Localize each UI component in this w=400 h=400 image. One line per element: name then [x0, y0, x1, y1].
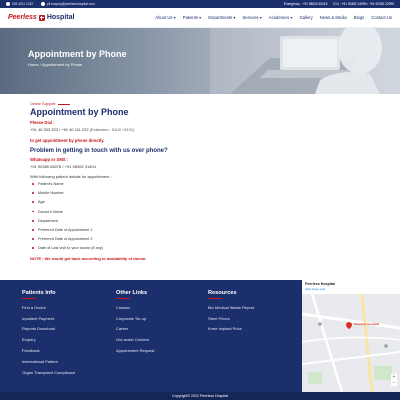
section-eyebrow	[30, 102, 370, 106]
footer-link[interactable]: Reports Download	[22, 326, 55, 332]
patient-details-list	[30, 182, 370, 250]
logo-hospital-text: Hospital	[46, 14, 75, 21]
please-dial-label: Please Dial :	[30, 120, 55, 125]
heading-underline	[116, 298, 130, 299]
email-text: pll.enquiry@peerlesshospital.com	[47, 2, 95, 6]
logo-peerless-text: Peerless	[8, 14, 37, 21]
heading-underline	[208, 298, 222, 299]
nav-about-us[interactable]: About Us ▾	[155, 15, 176, 20]
phone-contact[interactable]	[6, 2, 33, 6]
whatsapp-numbers[interactable]: +91 90380 65078 / +91 98305 31404	[30, 164, 96, 169]
top-contact-bar	[0, 0, 400, 8]
nav-departments[interactable]: Departments ▾	[208, 15, 236, 20]
footer-link[interactable]: Stent Prices	[208, 315, 230, 321]
laptop-desk-image	[210, 28, 400, 94]
phone-icon	[6, 2, 10, 6]
availability-note: NOTE : We would get back according to availability of doctor.	[30, 255, 147, 261]
nav-blogs[interactable]: Blogs	[353, 15, 365, 20]
dial-extension-text: (Extension : 5100 / 5101)	[89, 127, 135, 132]
zoom-in-button[interactable]: +	[392, 374, 396, 380]
footer-link[interactable]: Organ Transplant Compliance	[22, 369, 76, 375]
list-item: Doctor's Name	[30, 210, 370, 214]
list-item: Age	[30, 200, 370, 204]
footer-other-links	[116, 290, 154, 359]
copyright-bar: Copyright© 2022 Peerless Hospital	[0, 392, 400, 400]
map-header	[302, 280, 400, 294]
medical-cross-icon	[39, 15, 45, 21]
footer-patients-info	[22, 290, 75, 380]
view-larger-map-link[interactable]: View larger map	[305, 287, 326, 291]
nav-menu	[148, 15, 392, 20]
map-graphic[interactable]	[302, 294, 400, 392]
site-footer	[0, 280, 400, 392]
nav-services[interactable]: Services ▾	[242, 15, 262, 20]
map-pin-label: Peerless Hospital	[354, 322, 380, 326]
footer-resources	[208, 290, 254, 337]
footer-link[interactable]: Corporate Tie-up	[116, 315, 147, 321]
main-content	[30, 102, 370, 261]
footer-heading-resources: Resources	[208, 290, 237, 296]
map-place-title: Peerless Hospital	[305, 282, 335, 286]
breadcrumb[interactable]: Home / Appointment by Phone	[28, 62, 83, 67]
footer-link[interactable]: Knee Implant Price	[208, 326, 242, 332]
footer-link[interactable]: International Patient	[22, 358, 58, 364]
list-item: Patient's Name	[30, 182, 370, 186]
list-item: Preferred Date of Appointment 2	[30, 237, 370, 241]
icu-number[interactable]: ICU : +91 90382 24999 / +91 90382 22999	[333, 2, 394, 6]
nav-contact-us[interactable]: Contact Us	[371, 15, 392, 20]
problem-heading: Problem in getting in touch with us over phone?	[30, 148, 168, 154]
zoom-out-button[interactable]: −	[392, 380, 396, 386]
phone-text: 033 4011 1222	[12, 2, 34, 6]
dial-numbers	[30, 127, 370, 132]
footer-link[interactable]: Out-reach Centers	[116, 337, 149, 343]
heading-underline	[22, 298, 36, 299]
nav-gallery[interactable]: Gallery	[299, 15, 313, 20]
eyebrow-text: Online Support	[30, 102, 56, 106]
footer-link[interactable]: Inpatient Payment	[22, 315, 55, 321]
page-title: Appointment by Phone	[28, 49, 127, 59]
footer-link[interactable]: Find a Doctor	[22, 304, 47, 310]
hospital-logo[interactable]	[8, 14, 74, 21]
email-contact[interactable]	[41, 2, 95, 6]
zoom-controls	[391, 374, 397, 386]
footer-link[interactable]: Career	[116, 326, 129, 332]
list-item: Date of Last visit to your doctor (if any)	[30, 246, 370, 250]
eyebrow-line	[58, 104, 70, 105]
list-item: Department	[30, 219, 370, 223]
footer-link[interactable]: Bio Medical Waste Report	[208, 304, 255, 310]
list-item: Preferred Date of Appointment 1	[30, 228, 370, 232]
details-intro: With following patient details for appointment :	[30, 174, 112, 179]
nav-patients[interactable]: Patients ▾	[182, 15, 202, 20]
whatsapp-label: Whatsapp or SMS :	[30, 157, 69, 162]
dial-numbers-text[interactable]: +91 40 333 333 / +91 40 111 222	[30, 127, 89, 132]
location-map[interactable]	[302, 280, 400, 392]
footer-link[interactable]: Feedback	[22, 347, 40, 353]
emergency-number[interactable]: Emergency : +91 98830 60018	[283, 2, 328, 6]
list-item: Mobile Number	[30, 191, 370, 195]
section-heading: Appointment by Phone	[30, 107, 129, 117]
direct-appointment-note: to get appointment by phone directly.	[30, 138, 105, 143]
mail-icon	[41, 2, 45, 6]
hero-banner	[0, 28, 400, 94]
footer-link[interactable]: Enquiry	[22, 337, 36, 343]
main-navbar	[0, 8, 400, 28]
nav-academics[interactable]: Academics ▾	[268, 15, 293, 20]
footer-link[interactable]: Contact	[116, 304, 130, 310]
footer-heading-patients: Patients Info	[22, 290, 56, 296]
nav-news-media[interactable]: News & Media	[319, 15, 347, 20]
footer-link[interactable]: Appointment Request	[116, 347, 155, 353]
footer-heading-other: Other Links	[116, 290, 148, 296]
